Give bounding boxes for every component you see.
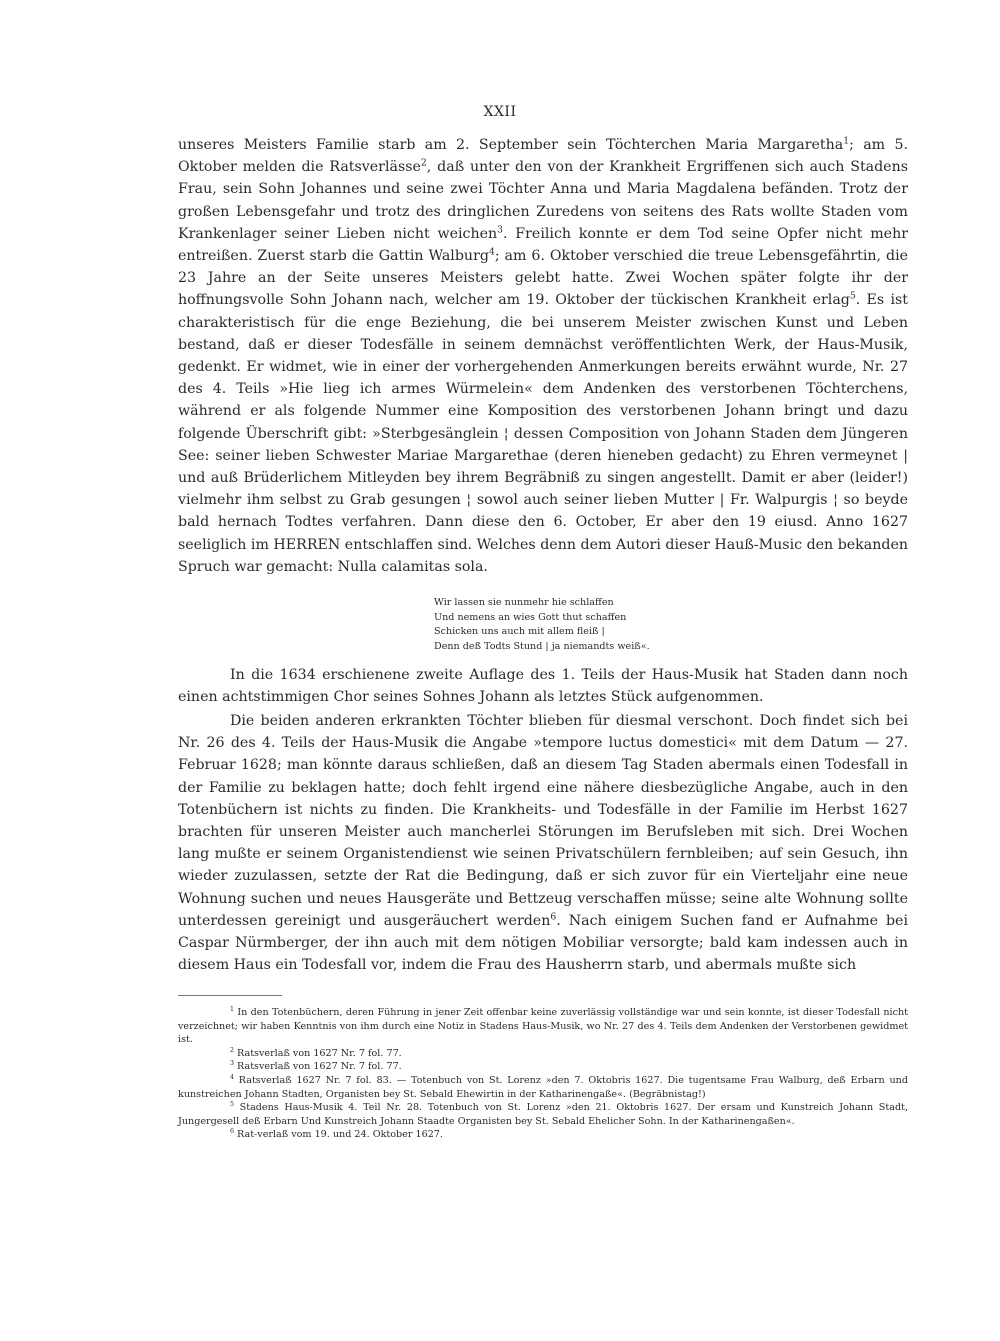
text-segment: Die beiden anderen erkrankten Töchter blieben für diesmal verschont. Doch findet sich bei Nr. 26 des 4. Teils der Haus-Musik die Angabe »tempore luctus domestici« mit dem Datum — 27. Februar 1628; man könnte daraus schließen, daß an diesem Tag Staden abermals einen Todesfall in der Familie zu beklagen hatte; doch fehlt irgend eine nähere diesbezügliche Angabe, auch in den Totenbüchern ist nichts zu finden. Die Krankheits- und Todesfälle in der Familie im Herbst 1627 brachten für unseren Meister auch mancherlei Störungen im Berufsleben mit sich. Drei Wochen lang mußte er seinem Organistendienst wie seinen Privatschülern fernbleiben; auf sein Gesuch, ihn wieder zuzulassen, setzte der Rat die Bedingung, daß er sich zuvor für ein Vierteljahr eine neue Wohnung suchen und neues Hausgeräte und Bettzeug verschaffen müsse; seine alte Wohnung sollte unterdessen gereinigt und ausgeräuchert werden (178, 713, 908, 929)
page-number: XXII (483, 104, 517, 120)
paragraph-3 (178, 710, 908, 976)
footnote-divider (178, 995, 282, 996)
footnote-number: 2 (230, 1046, 234, 1054)
footnote-ref-5: 5 (849, 290, 856, 302)
footnote-ref-2: 2 (420, 157, 427, 169)
footnotes (178, 1006, 908, 1142)
footnote-number: 4 (230, 1073, 234, 1081)
footnote-5 (178, 1101, 908, 1128)
text-segment: . Freilich konnte er dem Tod seine Opfer nicht mehr entreißen. Zuerst starb die Gattin Walburg (178, 225, 908, 265)
footnote-text: Ratsverlaß 1627 Nr. 7 fol. 83. — Totenbuch von St. Lorenz »den 7. Oktobris 1627. Die tugentsame Frau Walburg, deß Erbarn und kunstreichen Johann Stadten, Organisten bey St. Sebald Ehewirtin in der Katharinengaße«. (Begräbnistag!) (178, 1074, 908, 1100)
poem-line: Denn deß Todts Stund | ja niemandts weiß«. (434, 640, 650, 652)
poem-line: Schicken uns auch mit allem fleiß | (434, 626, 605, 637)
footnote-ref-6: 6 (550, 911, 557, 923)
footnote-text: Ratsverlaß von 1627 Nr. 7 fol. 77. (237, 1061, 402, 1073)
footnote-4 (178, 1074, 908, 1101)
footnote-number: 3 (230, 1060, 234, 1068)
text-segment: ; am 6. Oktober verschied die treue Lebensgefährtin, die 23 Jahre an der Seite unseres Meisters gelebt hatte. Zwei Wochen später folgte ihr der hoffnungsvolle Sohn Johann nach, welcher am 19. Oktober der tückischen Krankheit erlag (178, 248, 908, 309)
footnote-2 (178, 1047, 908, 1061)
text-segment: , daß unter den von der Krankheit Ergriffenen sich auch Stadens Frau, sein Sohn Johannes und seine zwei Töchter Anna und Maria Magdalena befänden. Trotz der großen Lebensgefahr und trotz des dringlichen Zuredens von seitens des Rats wollte Staden vom Krankenlager seiner Lieben nicht weichen (178, 159, 908, 242)
footnote-ref-1: 1 (843, 135, 850, 147)
footnote-6 (178, 1128, 908, 1142)
footnote-3 (178, 1060, 908, 1074)
text-segment: . Es ist charakteristisch für die enge Beziehung, die bei unserem Meister zwischen Kunst und Leben bestand, daß er dieser Todesfälle in seinem demnächst veröffentlichten Werk, der Haus-Musik, gedenkt. Er widmet, wie in einer der vorhergehenden Anmerkungen bereits erwähnt wurde, Nr. 27 des 4. Teils »Hie lieg ich armes Würmelein« dem Andenken des verstorbenen Töchterchens, während er als folgende Nummer eine Komposition des verstorbenen Johann bringt und dazu folgende Überschrift gibt: »Sterbgesänglein ¦ dessen Composition von Johann Staden dem Jüngeren See: seiner lieben Schwester Mariae Margarethae (deren hieneben gedacht) zu Ehren vermeynet | und auß Brüderlichem Mitleyden bey ihrem Begräbniß zu singen angestellt. Damit er aber (leider!) vielmehr ihm selbst zu Grab gesungen ¦ sowol auch seiner lieben Mutter | Fr. Walpurgis ¦ so beyde bald hernach Todtes verfahren. Dann diese den 6. October, Er aber den 19 eiusd. Anno 1627 seeliglich im HERREN entschlaffen sind. Welches denn dem Autori dieser Hauß-Music den bekanden Spruch war gemacht: Nulla calamitas sola. (178, 292, 909, 575)
footnote-number: 5 (230, 1100, 234, 1108)
poem-line: Wir lassen sie nunmehr hie schlaffen (434, 597, 614, 608)
poem-line: Und nemens an wies Gott thut schaffen (434, 611, 627, 623)
text-segment: . Nach einigem Suchen fand er Aufnahme bei Caspar Nürmberger, der ihn auch mit dem nötigen Mobiliar versorgte; bald kam indessen auch in diesem Haus ein Todesfall vor, indem die Frau des Hausherrn starb, und abermals mußte sich (178, 912, 908, 974)
text-segment: ; am 5. Oktober melden die Ratsverlässe (178, 137, 909, 176)
poem-quote (434, 596, 650, 654)
paragraph-2: In die 1634 erschienene zweite Auflage des 1. Teils der Haus-Musik hat Staden dann noch einen achtstimmigen Chor seines Sohnes Johann als letztes Stück aufgenommen. (178, 667, 908, 706)
footnote-text: In den Totenbüchern, deren Führung in jener Zeit offenbar keine zuverlässig vollständige war und sein konnte, ist dieser Todesfall nicht verzeichnet; wir haben Kenntnis von ihm durch eine Notiz in Stadens Haus-Musik, wo Nr. 27 des 4. Teils dem Andenken der Verstorbenen gewidmet ist. (178, 1007, 908, 1046)
footnote-text: Rat-verlaß vom 19. und 24. Oktober 1627. (237, 1129, 443, 1141)
paragraph-1 (178, 134, 908, 578)
footnote-number: 1 (230, 1005, 234, 1013)
footnote-text: Ratsverlaß von 1627 Nr. 7 fol. 77. (237, 1047, 402, 1059)
footnote-ref-4: 4 (488, 246, 495, 258)
text-segment: unseres Meisters Familie starb am 2. September sein Töchterchen Maria Margaretha (178, 137, 844, 153)
footnote-text: Stadens Haus-Musik 4. Teil Nr. 28. Totenbuch von St. Lorenz »den 21. Oktobris 1627. Der ersam und Kunstreich Johann Stadt, Jungergesell deß Erbarn Und Kunstreich Johann Staadte Organisten bey St. Sebald Ehelicher Sohn. In der Katharinengaßen«. (178, 1102, 908, 1127)
footnote-1 (178, 1006, 908, 1047)
footnote-number: 6 (230, 1128, 234, 1136)
footnote-ref-3: 3 (497, 224, 504, 236)
